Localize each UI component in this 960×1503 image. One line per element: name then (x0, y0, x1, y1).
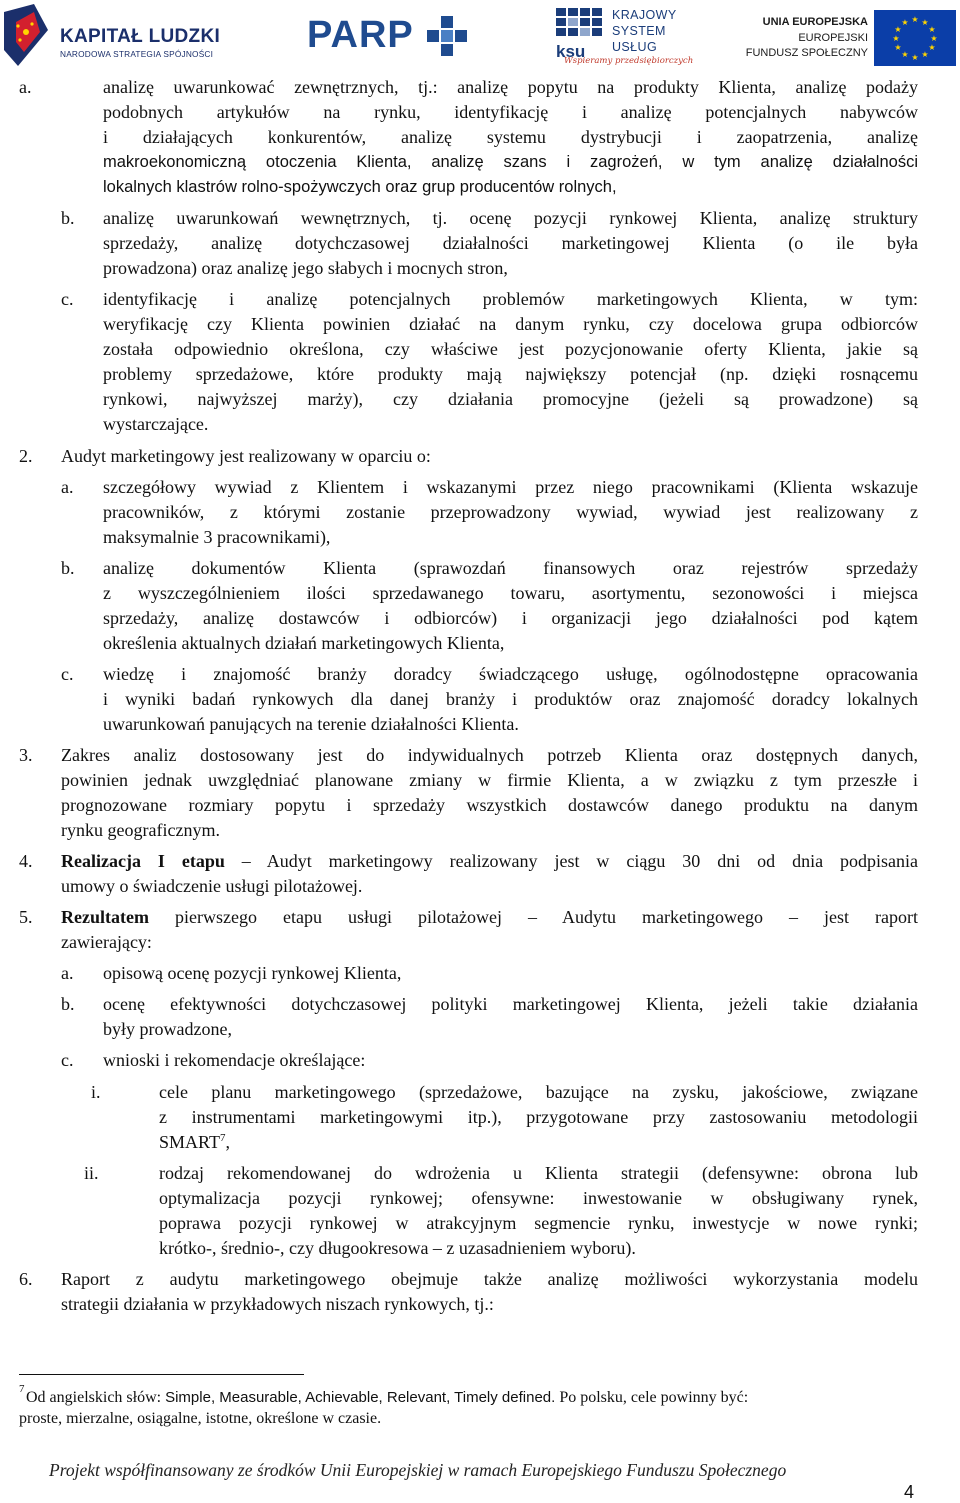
text-span: , (225, 1132, 230, 1152)
text-line: problemy sprzedażowe, które produkty mają największy potencjał (np. dzięki rosnącemu (103, 364, 918, 384)
text-line: sprzedaży, analizę dostawców i odbiorców) i organizacji jego działalności pod kątem (103, 608, 918, 628)
list-label: c. (61, 1050, 74, 1070)
kapital-ludzki-subtitle: NARODOWA STRATEGIA SPÓJNOŚCI (60, 49, 214, 59)
svg-text:★: ★ (921, 50, 929, 59)
svg-text:★: ★ (894, 25, 902, 34)
list-label: b. (61, 558, 75, 578)
footnote-mark: 7 (19, 1383, 25, 1395)
svg-text:★: ★ (901, 18, 909, 27)
text-line: makroekonomiczną otoczenia Klienta, analizę szans i zagrożeń, w tym analizę działalności (103, 153, 918, 171)
text-line: podobnych artykułów na rynku, identyfikację i analizę potencjalnych nabywców (103, 102, 918, 122)
text-line: szczegółowy wywiad z Klientem i wskazanymi przez niego pracownikami (Klienta wskazuje (103, 477, 918, 497)
text-line: wystarczające. (103, 414, 209, 434)
text-line (159, 1132, 230, 1152)
text-span: pierwszego etapu usługi pilotażowej – Audytu marketingowego – jest raport (148, 907, 918, 927)
list-label: a. (61, 477, 74, 497)
list-number: 2. (19, 446, 33, 466)
list-label: c. (61, 664, 74, 684)
text-line: prowadzona) oraz analizę jego słabych i mocnych stron, (103, 258, 508, 278)
text-line: została odpowiednio określona, czy właściwe jest pozycjonowanie oferty Klienta, jakie są (103, 339, 918, 359)
svg-text:★: ★ (928, 43, 936, 52)
text-line: i wyniki badań rynkowych dla danej branży i produktów oraz znajomość doradcy lokalnych (103, 689, 918, 709)
ksu-line-1: KRAJOWY (612, 8, 677, 22)
svg-text:★: ★ (930, 34, 938, 43)
text-line (61, 907, 918, 927)
footnote-line (26, 1388, 748, 1407)
ksu-grid-icon (556, 8, 604, 38)
list-label: c. (61, 289, 74, 309)
ksu-abbreviation: ksu (556, 42, 586, 61)
text-span: Od angielskich słów: (26, 1389, 166, 1406)
list-number: 4. (19, 851, 33, 871)
text-line: z instrumentami marketingowymi itp.), przygotowane przy zastosowaniu metodologii (159, 1107, 918, 1127)
text-span: Simple, Measurable, Achievable, Relevant, Timely defined. (165, 1389, 556, 1406)
ksu-line-3: USŁUG (612, 40, 658, 54)
eu-line-1: UNIA EUROPEJSKA (762, 16, 868, 28)
text-line: były prowadzone, (103, 1019, 232, 1039)
svg-text:★: ★ (911, 15, 919, 24)
svg-text:★: ★ (892, 34, 900, 43)
svg-text:★: ★ (911, 53, 919, 62)
kapital-ludzki-logo (4, 4, 229, 66)
eu-line-3: FUNDUSZ SPOŁECZNY (745, 47, 868, 59)
text-line: pracowników, z którymi zostanie przeprowadzony wywiad, wywiad jest realizowany z (103, 502, 918, 522)
text-line: rynku geograficznym. (61, 820, 220, 840)
list-label: a. (61, 963, 74, 983)
text-line: analizę dokumentów Klienta (sprawozdań finansowych oraz rejestrów sprzedaży (103, 558, 918, 578)
parp-mark-icon (427, 16, 467, 56)
text-line: prognozowane rozmiary popytu i sprzedaży wszystkich dostawców danego produktu na danym (61, 795, 918, 815)
roman-label: ii. (84, 1163, 99, 1183)
svg-text:★: ★ (894, 43, 902, 52)
text-line: weryfikację czy Klienta powinien działać na danym rynku, czy docelowa grupa odbiorców (103, 314, 918, 334)
text-line: identyfikację i analizę potencjalnych problemów marketingowych Klienta, w tym: (103, 289, 918, 309)
text-line: strategii działania w przykładowych niszach rynkowych, tj.: (61, 1294, 494, 1314)
ksu-logo (556, 4, 696, 66)
page-header (0, 0, 960, 72)
text-line: i działających konkurentów, analizę systemu dystrybucji i zaopatrzenia, analizę (103, 127, 918, 147)
svg-text:★: ★ (928, 25, 936, 34)
text-line: analizę uwarunkować zewnętrznych, tj.: analizę popytu na produkty Klienta, analizę podaży (103, 77, 918, 97)
list-number: 3. (19, 745, 33, 765)
footnote-divider (19, 1374, 304, 1375)
text-line: określenia aktualnych działań marketingowych Klienta, (103, 633, 505, 653)
text-span: – Audyt marketingowy realizowany jest w ciągu 30 dni od dnia podpisania (224, 851, 918, 871)
list-number: 5. (19, 907, 33, 927)
eu-flag-icon (874, 10, 956, 66)
text-span: Po polsku, cele powinny być: (555, 1389, 749, 1406)
bold-lead: Rezultatem (61, 907, 149, 927)
text-line: wnioski i rekomendacje określające: (103, 1050, 366, 1070)
text-line: Audyt marketingowy jest realizowany w oparciu o: (61, 446, 431, 466)
kapital-ludzki-mark-icon (4, 4, 48, 66)
text-line: cele planu marketingowego (sprzedażowe, bazujące na zysku, jakościowe, związane (159, 1082, 918, 1102)
text-line: lokalnych klastrów rolno-spożywczych oraz grup producentów rolnych, (103, 178, 617, 196)
text-line: uwarunkowań panujących na terenie działalności Klienta. (103, 714, 519, 734)
bold-lead: Realizacja I etapu (61, 851, 225, 871)
svg-text:★: ★ (901, 50, 909, 59)
text-line: powinien jednak uwzględniać planowane zmiany w firmie Klienta, a w związku z tym przeszłe i (61, 770, 918, 790)
ksu-tagline: Wspieramy przedsiębiorczych (564, 56, 694, 66)
kapital-ludzki-title: KAPITAŁ LUDZKI (60, 26, 221, 47)
list-label: a. (19, 77, 32, 97)
text-line: Raport z audytu marketingowego obejmuje także analizę możliwości wykorzystania modelu (61, 1269, 918, 1289)
page-number: 4 (904, 1482, 915, 1502)
footnote-reference[interactable]: 7 (219, 1132, 226, 1144)
text-line: umowy o świadczenie usługi pilotażowej. (61, 876, 363, 896)
text-line: Zakres analiz dostosowany jest do indywidualnych potrzeb Klienta oraz dostępnych danych, (61, 745, 918, 765)
text-line: wiedzę i znajomość branży doradcy świadczącego usługę, ogólnodostępne opracowania (103, 664, 918, 684)
text-line: ocenę efektywności dotychczasowej polityki marketingowej Klienta, jeżeli takie działania (103, 994, 918, 1014)
text-line: zawierający: (61, 932, 152, 952)
parp-logo (305, 4, 475, 66)
footnote-line: proste, mierzalne, osiągalne, istotne, określone w czasie. (19, 1410, 382, 1427)
text-line: sprzedaży, analizę dotychczasowej działalności marketingowej Klienta (o ile była (103, 233, 918, 253)
text-span: SMART (159, 1132, 220, 1152)
eu-logo (740, 4, 956, 66)
svg-text:★: ★ (921, 18, 929, 27)
page-footer: Projekt współfinansowany ze środków Unii Europejskiej w ramach Europejskiego Funduszu Społecznego (49, 1460, 787, 1480)
text-line: opisową ocenę pozycji rynkowej Klienta, (103, 963, 402, 983)
text-line: poprawa pozycji rynkowej w atrakcyjnym segmencie rynku, inwestycje w nowe rynki; (159, 1213, 918, 1233)
text-line: analizę uwarunkowań wewnętrznych, tj. ocenę pozycji rynkowej Klienta, analizę struktury (103, 208, 918, 228)
text-line: rodzaj rekomendowanej do wdrożenia u Klienta strategii (defensywne: obrona lub (159, 1163, 918, 1183)
text-line: optymalizacja pozycji rynkowej; ofensywne: inwestowanie w obsługiwany rynek, (159, 1188, 918, 1208)
text-line: z wyszczególnieniem ilości sprzedawanego towaru, asortymentu, sezonowości i miejsca (103, 583, 918, 603)
list-label: b. (61, 208, 75, 228)
parp-text: PARP (307, 14, 414, 56)
roman-label: i. (91, 1082, 101, 1102)
text-line: krótko-, średnio-, czy długookresowa – z uzasadnieniem wyboru). (159, 1238, 636, 1258)
eu-line-2: EUROPEJSKI (798, 32, 868, 44)
text-line: maksymalnie 3 pracownikami), (103, 527, 331, 547)
list-number: 6. (19, 1269, 33, 1289)
ksu-line-2: SYSTEM (612, 24, 666, 38)
text-line (61, 851, 918, 871)
text-line: rynkowi, najwyższej marży), czy działania promocyjne (jeżeli są prowadzone) są (103, 389, 918, 409)
list-label: b. (61, 994, 75, 1014)
